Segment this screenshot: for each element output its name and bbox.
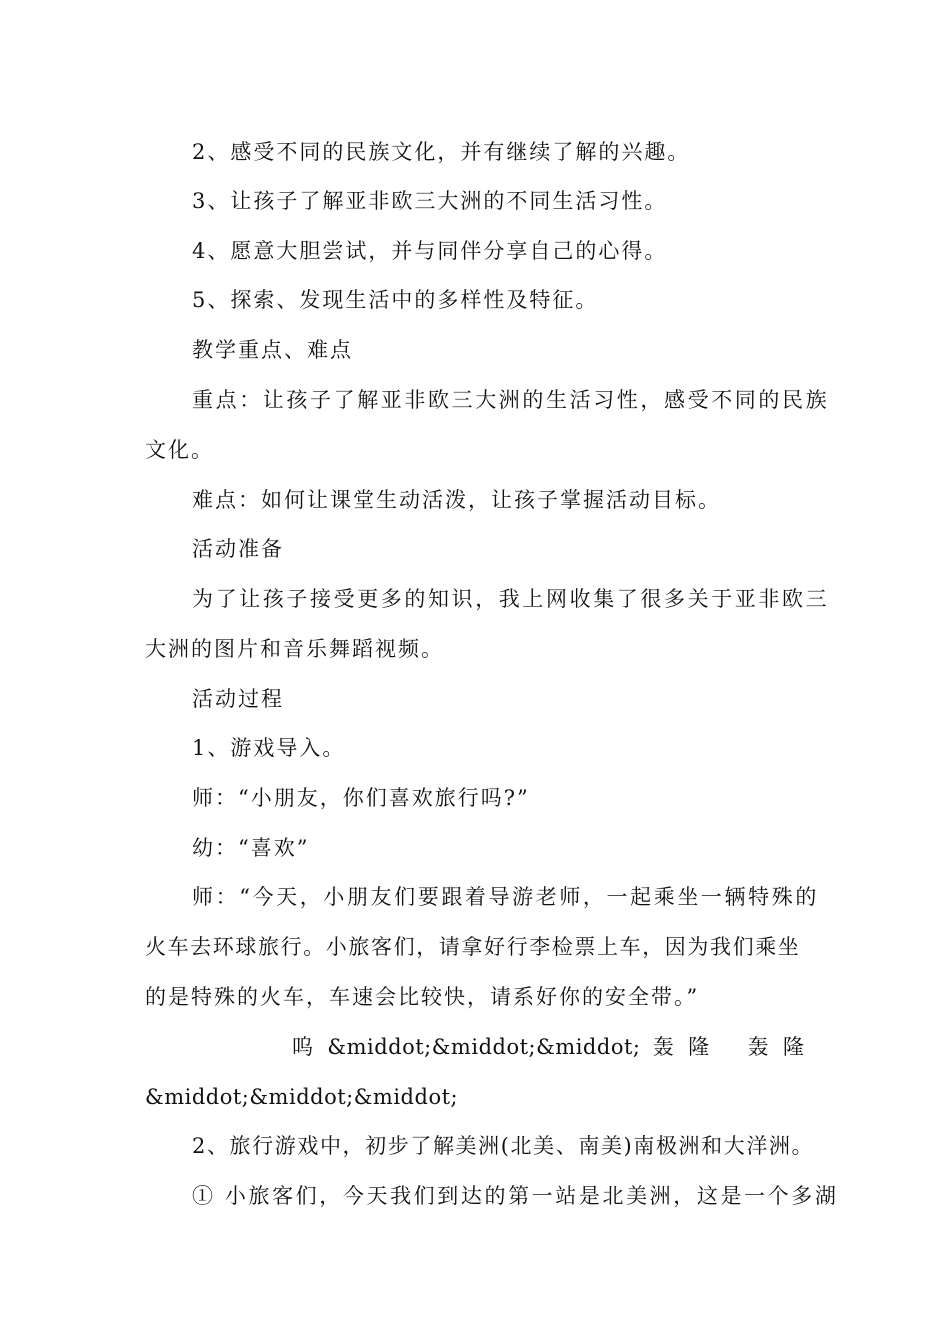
sound-effect-continuation: &middot;&middot;&middot;: [145, 1085, 459, 1109]
paragraph-focus-line1: 重点：让孩子了解亚非欧三大洲的生活习性，感受不同的民族: [192, 388, 830, 412]
heading-process: 活动过程: [192, 687, 284, 711]
sound-word-long-1: 隆: [688, 1035, 712, 1059]
paragraph-preparation-line2: 大洲的图片和音乐舞蹈视频。: [145, 637, 444, 661]
sound-word-wu: 呜: [292, 1035, 315, 1059]
heading-key-points: 教学重点、难点: [192, 338, 353, 362]
paragraph-objective-2: 2、感受不同的民族文化，并有继续了解的兴趣。: [192, 140, 691, 164]
dialogue-teacher-2-line3: 的是特殊的火车，车速会比较快，请系好你的安全带。”: [145, 985, 700, 1009]
dialogue-teacher-1: 师：“小朋友，你们喜欢旅行吗?”: [192, 786, 530, 810]
sound-word-long-2: 隆: [782, 1035, 806, 1059]
paragraph-game-travel: 2、旅行游戏中，初步了解美洲(北美、南美)南极洲和大洋洲。: [192, 1134, 815, 1158]
paragraph-difficulty: 难点：如何让课堂生动活泼，让孩子掌握活动目标。: [192, 488, 721, 512]
dialogue-teacher-2-line1: 师：“今天，小朋友们要跟着导游老师，一起乘坐一辆特殊的: [192, 885, 819, 909]
paragraph-game-intro: 1、游戏导入。: [192, 736, 346, 760]
paragraph-preparation-line1: 为了让孩子接受更多的知识，我上网收集了很多关于亚非欧三: [192, 587, 830, 611]
sound-word-hong-1: 轰: [652, 1035, 676, 1059]
paragraph-objective-4: 4、愿意大胆尝试，并与同伴分享自己的心得。: [192, 239, 668, 263]
paragraph-north-america: ① 小旅客们，今天我们到达的第一站是北美洲，这是一个多湖: [192, 1184, 839, 1208]
sound-dots: &middot;&middot;&middot;: [327, 1035, 641, 1059]
paragraph-focus-line2: 文化。: [145, 438, 214, 462]
dialogue-child-1: 幼：“喜欢”: [192, 836, 310, 860]
heading-preparation: 活动准备: [192, 537, 284, 561]
sound-effect-line: [292, 1035, 806, 1059]
paragraph-objective-3: 3、让孩子了解亚非欧三大洲的不同生活习性。: [192, 189, 668, 213]
sound-word-hong-2: 轰: [747, 1035, 771, 1059]
dialogue-teacher-2-line2: 火车去环球旅行。小旅客们，请拿好行李检票上车，因为我们乘坐: [145, 935, 801, 959]
paragraph-objective-5: 5、探索、发现生活中的多样性及特征。: [192, 288, 599, 312]
